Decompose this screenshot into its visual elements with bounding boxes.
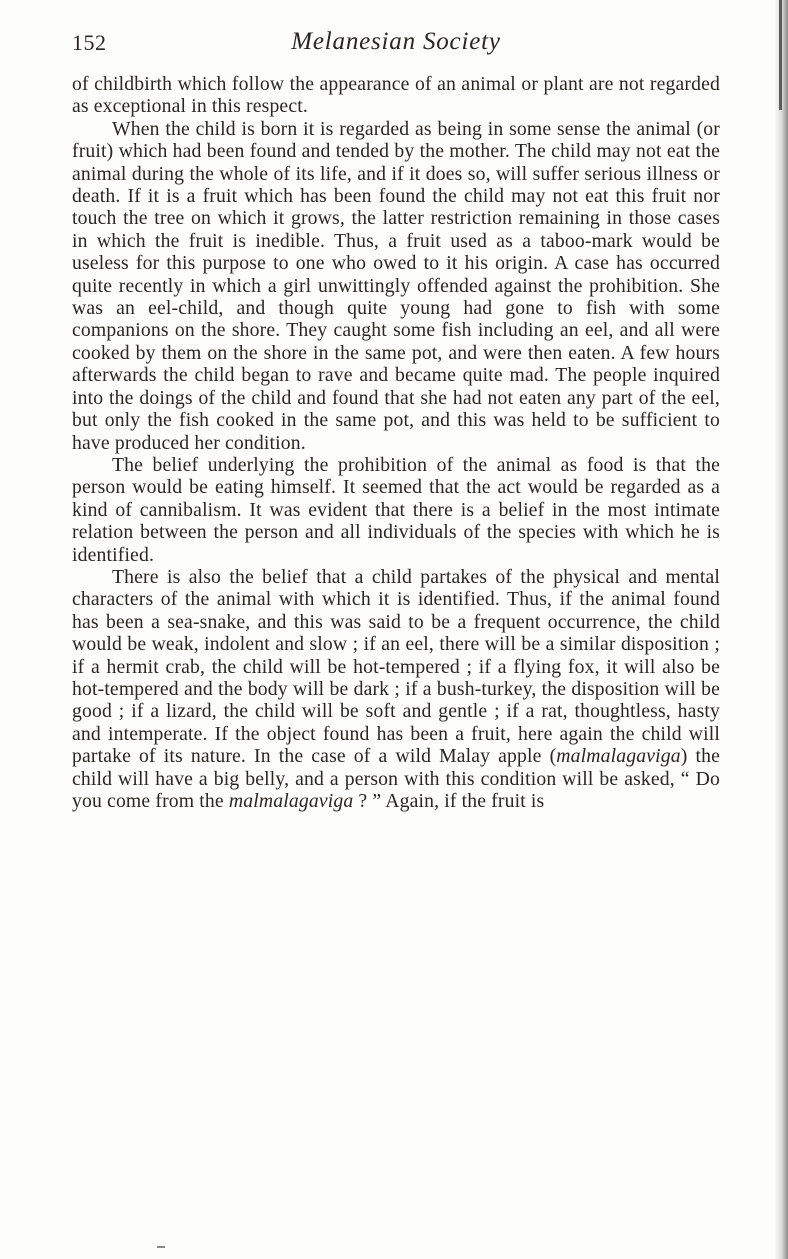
native-term: malmalagaviga	[228, 790, 354, 812]
paragraph-text: There is also the belief that a child partakes of the physical and mental characters of the animal with which it is identified. Thus, if the animal found has been a sea-snake, and this was said to be a frequent occurrence, the child would be weak, indolent and slow ; if an eel, there will be a similar disposition ; if a hermit crab, the child will be hot-tempered ; if a flying fox, it will also be hot-tempered and the body will be dark ; if a bush-turkey, the disposition will be good ; if a lizard, the child will be soft and gentle ; if a rat, thoughtless, hasty and intemperate. If the object found has been a fruit, here again the child will partake of its nature. In the case of a wild Malay apple (	[72, 565, 720, 768]
paragraph-continued: of childbirth which follow the appearance of an animal or plant are not regarded as exceptional in this respect.	[72, 73, 720, 118]
scan-mark	[157, 1246, 165, 1248]
paragraph	[72, 566, 720, 812]
page-edge-line	[779, 0, 782, 110]
running-title: Melanesian Society	[291, 28, 501, 55]
paragraph: The belief underlying the prohibition of the animal as food is that the person would be eating himself. It seemed that the act would be regarded as a kind of cannibalism. It was evident that there is a belief in the most intimate relation between the person and all individuals of the species with which he is identified.	[72, 453, 720, 566]
paragraph: When the child is born it is regarded as being in some sense the animal (or fruit) which had been found and tended by the mother. The child may not eat the animal during the whole of its life, and if it does so, will suffer serious illness or death. If it is a fruit which has been found the child may not eat this fruit nor touch the tree on which it grows, the latter restriction remaining in those cases in which the fruit is inedible. Thus, a fruit used as a taboo-mark would be useless for this purpose to one who owed to it his origin. A case has occurred quite recently in which a girl unwittingly offended against the prohibition. She was an eel-child, and though quite young had gone to fish with some companions on the shore. They caught some fish including an eel, and all were cooked by them on the shore in the same pot, and were then eaten. A few hours afterwards the child began to rave and became quite mad. The people inquired into the doings of the child and found that she had not eaten any part of the eel, but only the fish cooked in the same pot, and this was held to be sufficient to have produced her condition.	[72, 117, 720, 454]
native-term: malmalagaviga	[556, 745, 681, 768]
paragraph-text: ) the child will have a big belly, and a person with this condition will be asked, “ Do you come from the	[72, 745, 720, 812]
page-number: 152	[72, 30, 107, 55]
page-header	[72, 28, 720, 62]
paragraph-text: ? ” Again, if the fruit is	[353, 790, 545, 812]
page-edge-shadow	[774, 0, 788, 1259]
body-text	[72, 73, 720, 812]
